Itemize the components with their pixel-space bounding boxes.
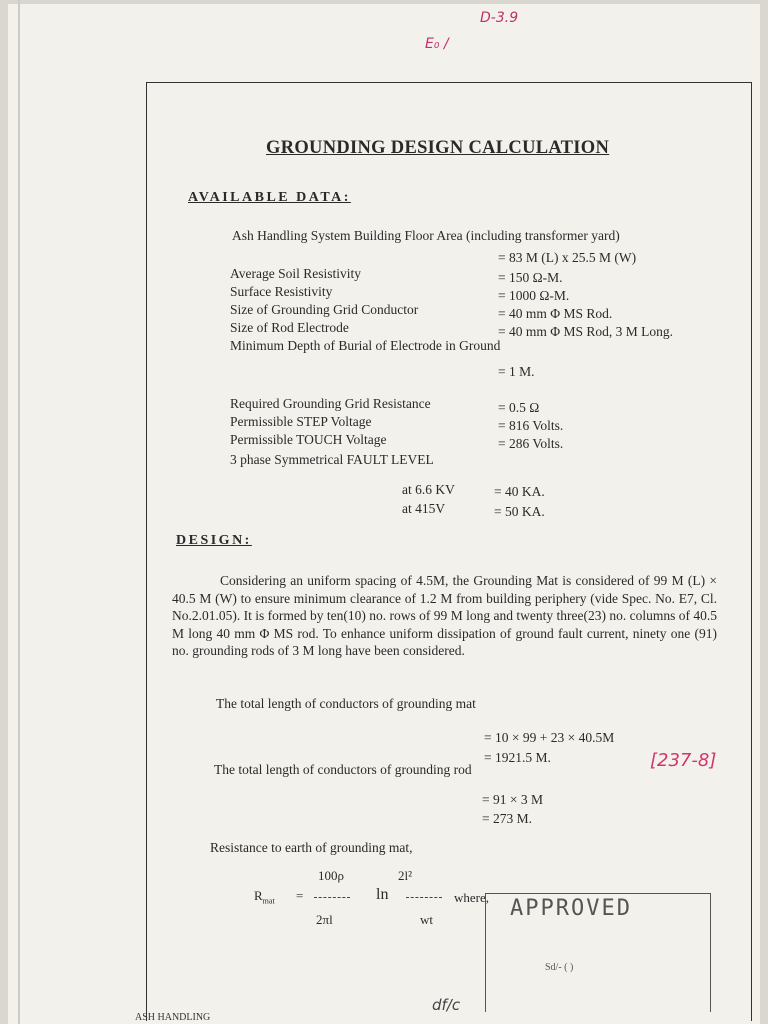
resistance-label: Resistance to earth of grounding mat, xyxy=(210,840,413,855)
formula-ln: ln xyxy=(376,886,389,903)
document-title: GROUNDING DESIGN CALCULATION xyxy=(266,138,610,158)
data-row-label: Permissible TOUCH Voltage xyxy=(230,432,387,447)
corner-note-mark: E₀ / xyxy=(425,36,449,52)
fraction-bar-1 xyxy=(314,897,350,898)
design-paragraph: Considering an uniform spacing of 4.5M, the Grounding Mat is considered of 99 M (L) × 40.5 M (W) to ensure minimum clearance of 1.2 M from building periphery (vide Spec. No. E7, Cl. No.2.01.05). It is formed by ten(10) no. rows of 99 M long and twenty three(23) no. columns of 40.5 M long 40 mm Φ MS rod. To enhance uniform dissipation of ground fault current, ninety one (91) no. grounding rods of 3 M long have been considered. xyxy=(172,573,717,658)
data-row-value: = 1 M. xyxy=(498,364,535,379)
data-row-value: = 286 Volts. xyxy=(498,436,564,451)
data-row-label: Surface Resistivity xyxy=(230,284,333,299)
data-row-label: Ash Handling System Building Floor Area (including transformer yard) xyxy=(232,228,620,243)
mat-length-label: The total length of conductors of grounding mat xyxy=(216,696,476,711)
formula-denominator-1: 2πl xyxy=(316,912,333,927)
formula-numerator-2: 2l² xyxy=(398,868,413,883)
formula-equals: = xyxy=(296,888,304,903)
fraction-bar-2 xyxy=(406,897,442,898)
data-row-value: = 1000 Ω-M. xyxy=(498,288,570,303)
fault-label-2: at 415V xyxy=(402,501,446,516)
fault-value-2: = 50 KA. xyxy=(494,504,545,519)
approval-stamp-text: APPROVED xyxy=(510,896,632,921)
data-row-value: = 150 Ω-M. xyxy=(498,270,563,285)
data-row-label: Average Soil Resistivity xyxy=(230,266,361,281)
data-row-value: = 816 Volts. xyxy=(498,418,564,433)
data-row-label: Minimum Depth of Burial of Electrode in Ground xyxy=(230,338,501,353)
formula-numerator-1: 100ρ xyxy=(318,868,344,883)
page-fold xyxy=(18,0,20,1024)
page-footer: ASH HANDLING xyxy=(135,1012,211,1023)
page-ref-annotation: [237-8] xyxy=(650,750,717,771)
rod-length-calc: = 91 × 3 M xyxy=(482,792,543,807)
fault-value-1: = 40 KA. xyxy=(494,484,545,499)
data-row-value: = 40 mm Φ MS Rod, 3 M Long. xyxy=(498,324,673,339)
data-row-label: Required Grounding Grid Resistance xyxy=(230,396,431,411)
available-data-heading: AVAILABLE DATA: xyxy=(188,190,351,205)
data-row-label: Permissible STEP Voltage xyxy=(230,414,372,429)
data-row-label: 3 phase Symmetrical FAULT LEVEL xyxy=(230,452,434,467)
mat-length-result: = 1921.5 M. xyxy=(484,750,551,765)
fault-label-1: at 6.6 KV xyxy=(402,482,455,497)
design-heading: DESIGN: xyxy=(176,533,252,548)
approval-stamp-sign: Sd/- ( ) xyxy=(545,962,574,973)
data-row-value: = 40 mm Φ MS Rod. xyxy=(498,306,613,321)
rod-length-result: = 273 M. xyxy=(482,811,532,826)
formula-where: where, xyxy=(454,890,490,905)
data-row-label: Size of Rod Electrode xyxy=(230,320,349,335)
document-frame xyxy=(146,82,752,1021)
formula-lhs: $R_{mat}$ xyxy=(254,888,275,906)
formula-denominator-2: wt xyxy=(420,912,433,927)
data-row-label: Size of Grounding Grid Conductor xyxy=(230,302,419,317)
data-row-value: = 83 M (L) x 25.5 M (W) xyxy=(498,250,637,265)
data-row-value: = 0.5 Ω xyxy=(498,400,540,415)
mat-length-calc: = 10 × 99 + 23 × 40.5M xyxy=(484,730,615,745)
signature-mark: df/c xyxy=(432,996,461,1014)
rod-length-label: The total length of conductors of grounding rod xyxy=(214,762,472,777)
corner-ref-mark: D-3.9 xyxy=(480,10,519,26)
